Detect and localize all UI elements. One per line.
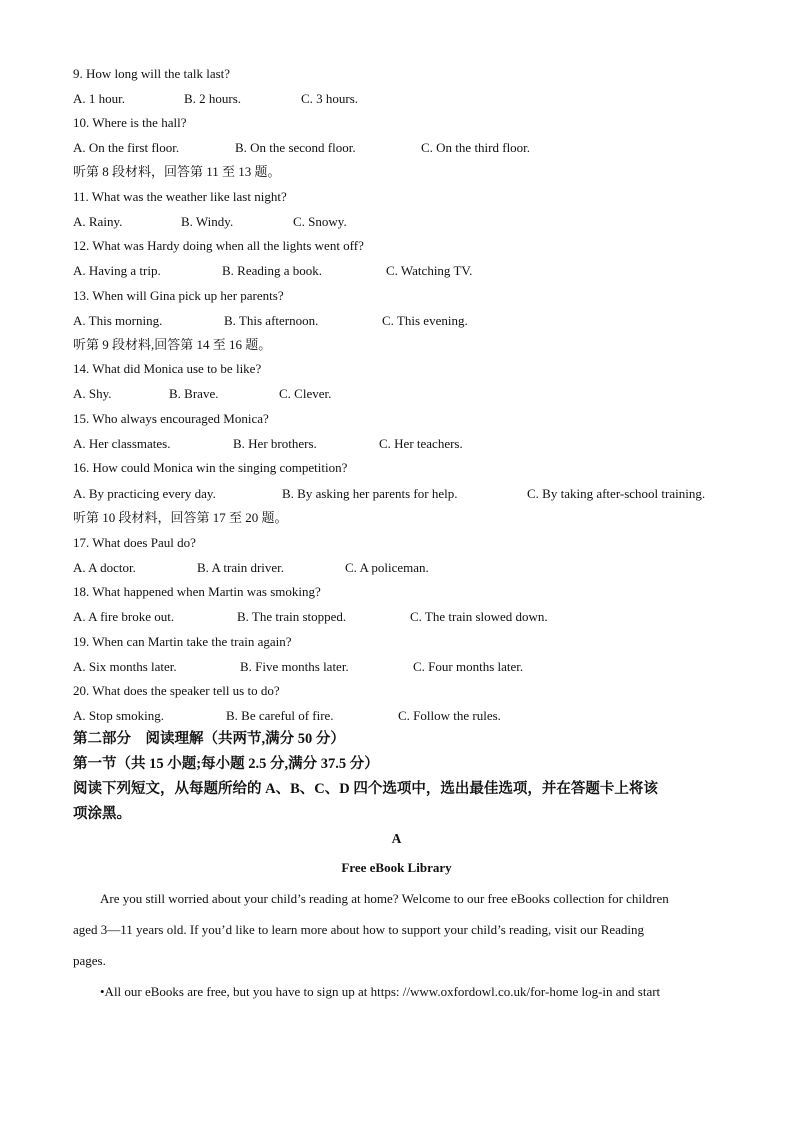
passage-letter: A (391, 831, 402, 846)
q11-option-a: A. Rainy. (73, 214, 123, 229)
passage-title: Free eBook Library (341, 860, 452, 875)
question-17-stem: 17. What does Paul do? (73, 535, 196, 550)
question-14-stem: 14. What did Monica use to be like? (73, 361, 262, 376)
q9-option-c: C. 3 hours. (301, 91, 359, 106)
section-8-instruction: 听第 8 段材料，回答第 11 至 13 题。 (73, 164, 281, 179)
q16-option-b: B. By asking her parents for help. (282, 486, 458, 501)
q17-option-c: C. A policeman. (345, 560, 429, 575)
q20-option-b: B. Be careful of fire. (226, 708, 334, 723)
paragraph-1-line-2: aged 3—11 years old. If you’d like to learn more about how to support your child’s reading, visit our Reading (73, 922, 645, 937)
q13-option-c: C. This evening. (382, 313, 468, 328)
reading-instruction-line-2: 项涂黑。 (73, 806, 131, 822)
question-10-stem: 10. Where is the hall? (73, 115, 187, 130)
question-19-stem: 19. When can Martin take the train again? (73, 634, 292, 649)
q19-option-c: C. Four months later. (413, 659, 524, 674)
q12-option-c: C. Watching TV. (386, 263, 473, 278)
part-2-heading: 第二部分 阅读理解（共两节,满分 50 分） (73, 731, 345, 747)
q15-option-c: C. Her teachers. (379, 436, 463, 451)
q10-option-c: C. On the third floor. (421, 140, 531, 155)
q16-option-a: A. By practicing every day. (73, 486, 216, 501)
question-20-stem: 20. What does the speaker tell us to do? (73, 683, 280, 698)
paragraph-1-line-3: pages. (73, 953, 106, 968)
q12-option-a: A. Having a trip. (73, 263, 161, 278)
q18-option-a: A. A fire broke out. (73, 609, 175, 624)
q13-option-b: B. This afternoon. (224, 313, 319, 328)
q11-option-b: B. Windy. (181, 214, 234, 229)
q20-option-c: C. Follow the rules. (398, 708, 501, 723)
question-16-stem: 16. How could Monica win the singing competition? (73, 460, 348, 475)
q19-option-a: A. Six months later. (73, 659, 177, 674)
q11-option-c: C. Snowy. (293, 214, 347, 229)
q9-option-a: A. 1 hour. (73, 91, 125, 106)
q14-option-a: A. Shy. (73, 386, 112, 401)
q17-option-b: B. A train driver. (197, 560, 285, 575)
bullet-1: •All our eBooks are free, but you have to sign up at https: //www.oxfordowl.co.uk/for-home log-in and start (100, 984, 661, 999)
question-18-stem: 18. What happened when Martin was smoking? (73, 584, 321, 599)
question-12-stem: 12. What was Hardy doing when all the lights went off? (73, 238, 364, 253)
q20-option-a: A. Stop smoking. (73, 708, 165, 723)
q10-option-a: A. On the first floor. (73, 140, 180, 155)
section-1-heading: 第一节（共 15 小题;每小题 2.5 分,满分 37.5 分） (73, 756, 379, 772)
q13-option-a: A. This morning. (73, 313, 163, 328)
q14-option-b: B. Brave. (169, 386, 219, 401)
q14-option-c: C. Clever. (279, 386, 332, 401)
q12-option-b: B. Reading a book. (222, 263, 323, 278)
section-10-instruction: 听第 10 段材料，回答第 17 至 20 题。 (73, 510, 288, 525)
q15-option-a: A. Her classmates. (73, 436, 171, 451)
reading-instruction-line-1: 阅读下列短文，从每题所给的 A、B、C、D 四个选项中，选出最佳选项，并在答题卡上将该 (73, 781, 658, 797)
section-9-instruction: 听第 9 段材料,回答第 14 至 16 题。 (73, 337, 272, 352)
q17-option-a: A. A doctor. (73, 560, 136, 575)
q16-option-c: C. By taking after-school training. (527, 486, 706, 501)
q18-option-c: C. The train slowed down. (410, 609, 548, 624)
question-9-stem: 9. How long will the talk last? (73, 66, 231, 81)
paragraph-1-line-1: Are you still worried about your child’s reading at home? Welcome to our free eBooks collection for children (100, 891, 669, 906)
question-11-stem: 11. What was the weather like last night? (73, 189, 287, 204)
question-15-stem: 15. Who always encouraged Monica? (73, 411, 269, 426)
q19-option-b: B. Five months later. (240, 659, 349, 674)
q15-option-b: B. Her brothers. (233, 436, 317, 451)
question-13-stem: 13. When will Gina pick up her parents? (73, 288, 284, 303)
q18-option-b: B. The train stopped. (237, 609, 347, 624)
q9-option-b: B. 2 hours. (184, 91, 242, 106)
q10-option-b: B. On the second floor. (235, 140, 356, 155)
